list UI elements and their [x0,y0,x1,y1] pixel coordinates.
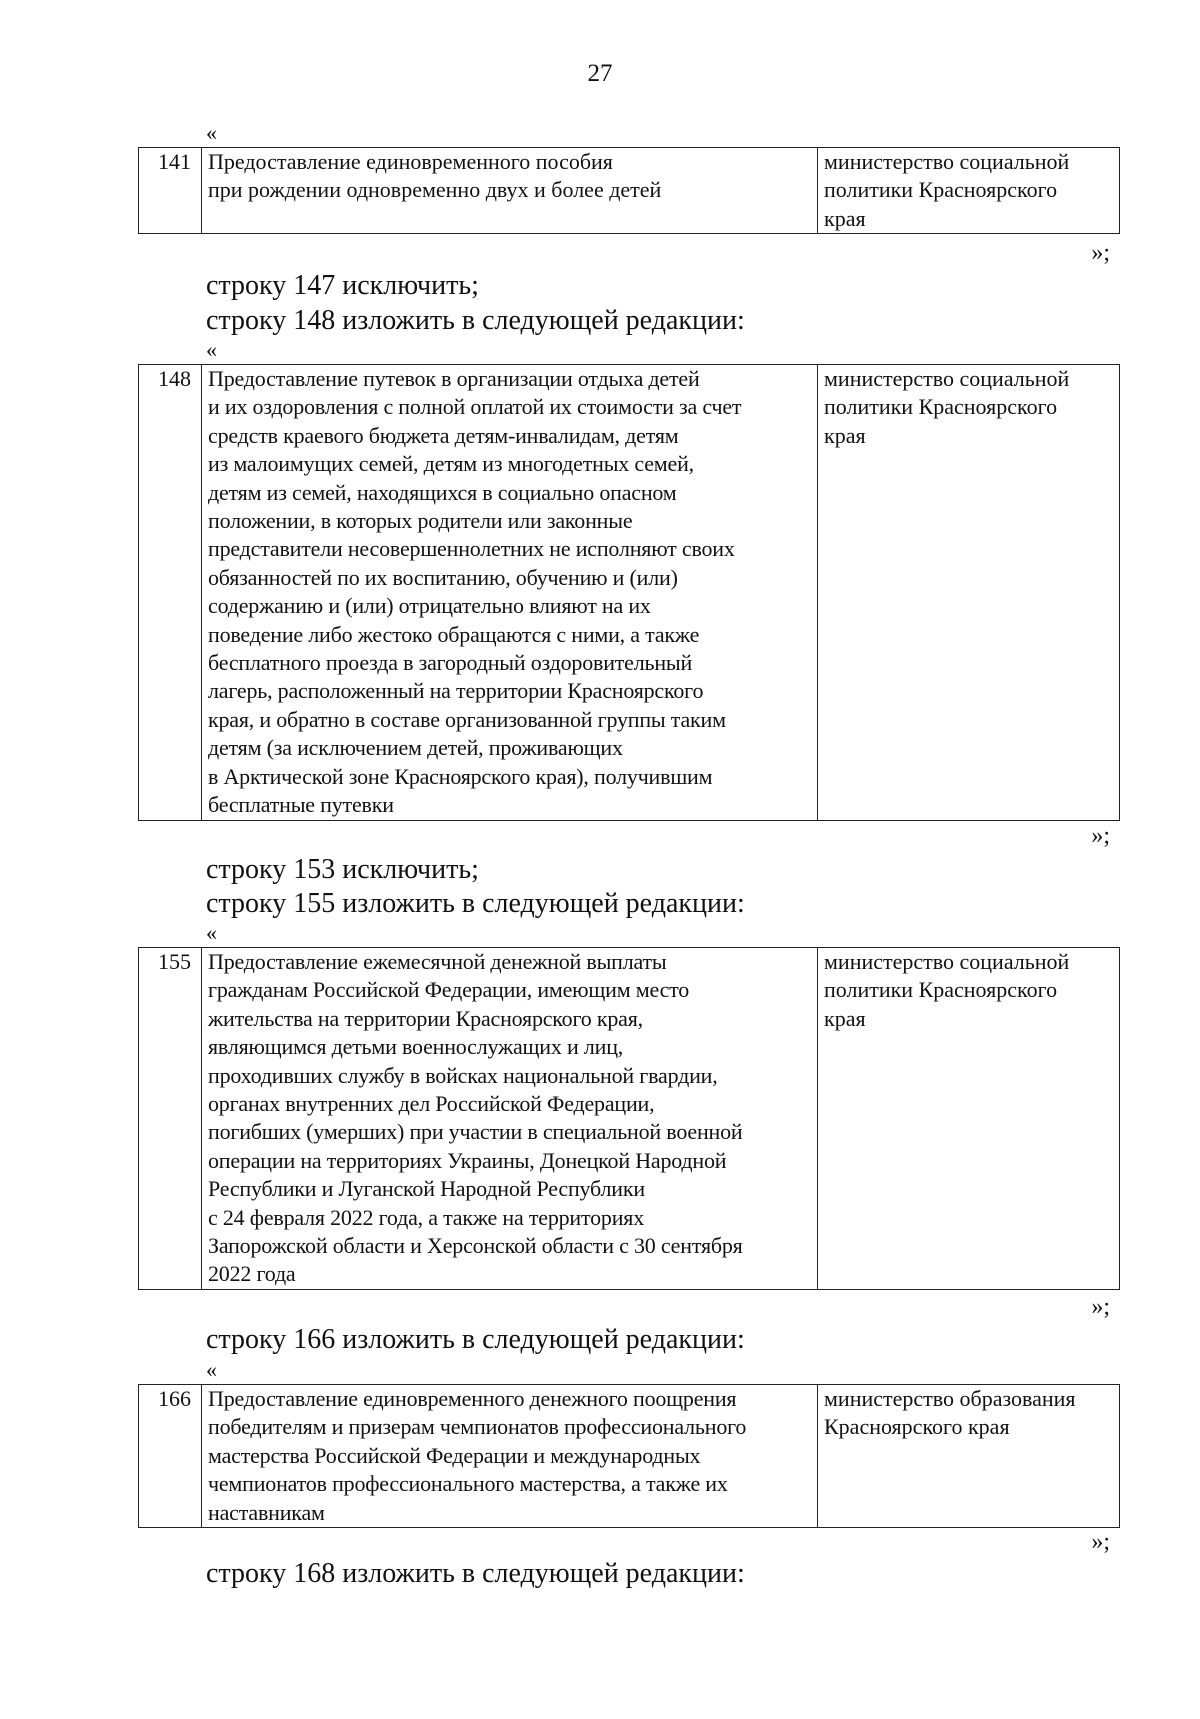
table-row [139,1385,1120,1528]
description-line: наставникам [208,1499,325,1525]
organization-line: министерство социальной [824,149,1070,174]
closing-quote: »; [1091,1294,1110,1320]
row-number: 141 [139,148,202,234]
closing-quote: »; [1091,1529,1110,1555]
row-description [202,365,818,821]
description-line: бесплатные путевки [208,792,394,818]
opening-quote: « [206,920,217,945]
description-line: являющимся детьми военнослужащих и лиц, [208,1034,624,1060]
instruction-text: строку 166 изложить в следующей редакции: [206,1324,745,1355]
opening-quote: « [206,1357,217,1382]
instruction-text: строку 168 изложить в следующей редакции: [206,1558,745,1589]
organization-line: Красноярского края [824,1414,1010,1440]
organization-line: министерство образования [824,1386,1076,1411]
description-line: проходивших службу в войсках национальной гвардии, [208,1062,718,1088]
description-line: поведение либо жестоко обращаются с ними, а также [208,621,700,647]
description-line: положении, в которых родители или законные [208,508,633,534]
instruction-text: строку 148 изложить в следующей редакции: [206,305,745,336]
row-141-table [138,147,1120,234]
table-row [139,148,1120,234]
row-description [202,1385,818,1528]
organization-line: края [824,1005,866,1031]
description-line: чемпионатов профессионального мастерства, а также их [208,1471,728,1497]
row-number: 148 [139,365,202,821]
instruction-text: строку 153 исключить; [206,854,479,885]
description-line: детям (за исключением детей, проживающих [208,735,623,761]
row-number: 166 [139,1385,202,1528]
row-155-table [138,947,1120,1290]
closing-quote: »; [1091,240,1110,266]
description-line: 2022 года [208,1261,296,1287]
row-organization [818,365,1120,821]
description-line: при рождении одновременно двух и более детей [208,177,662,203]
row-description [202,948,818,1290]
description-line: Республики и Луганской Народной Республики [208,1176,645,1202]
description-line: с 24 февраля 2022 года, а также на территориях [208,1204,645,1230]
description-line: Предоставление единовременного денежного поощрения [208,1386,737,1411]
closing-quote: »; [1091,823,1110,849]
description-line: жительства на территории Красноярского края, [208,1005,643,1031]
row-organization [818,948,1120,1290]
description-line: Предоставление единовременного пособия [208,149,613,174]
instruction-text: строку 147 исключить; [206,270,479,301]
description-line: операции на территориях Украины, Донецкой Народной [208,1147,727,1173]
row-organization [818,148,1120,234]
organization-line: политики Красноярского [824,394,1058,420]
organization-line: министерство социальной [824,366,1070,391]
organization-line: края [824,422,866,448]
opening-quote: « [206,120,217,145]
description-line: Предоставление ежемесячной денежной выплаты [208,949,667,974]
description-line: лагерь, расположенный на территории Красноярского [208,678,704,704]
opening-quote: « [206,337,217,362]
description-line: средств краевого бюджета детям-инвалидам, детям [208,422,679,448]
description-line: из малоимущих семей, детям из многодетных семей, [208,451,694,477]
description-line: края, и обратно в составе организованной группы таким [208,706,726,732]
row-number: 155 [139,948,202,1290]
row-organization [818,1385,1120,1528]
organization-line: политики Красноярского [824,977,1058,1003]
description-line: в Арктической зоне Красноярского края), получившим [208,763,713,789]
description-line: содержанию и (или) отрицательно влияют на их [208,593,651,619]
description-line: детям из семей, находящихся в социально опасном [208,479,677,505]
description-line: мастерства Российской Федерации и международных [208,1442,701,1468]
description-line: обязанностей по их воспитанию, обучению и (или) [208,564,678,590]
page-number: 27 [587,60,613,87]
table-row [139,365,1120,821]
row-148-table [138,364,1120,821]
organization-line: края [824,205,866,231]
description-line: гражданам Российской Федерации, имеющим место [208,977,690,1003]
table-row [139,948,1120,1290]
description-line: победителям и призерам чемпионатов профессионального [208,1414,747,1440]
organization-line: министерство социальной [824,949,1070,974]
row-166-table [138,1384,1120,1528]
description-line: Запорожской области и Херсонской области с 30 сентября [208,1233,743,1259]
instruction-text: строку 155 изложить в следующей редакции: [206,888,745,919]
description-line: погибших (умерших) при участии в специальной военной [208,1119,743,1145]
row-description [202,148,818,234]
description-line: бесплатного проезда в загородный оздоровительный [208,650,693,676]
description-line: и их оздоровления с полной оплатой их стоимости за счет [208,394,742,420]
description-line: Предоставление путевок в организации отдыха детей [208,366,700,391]
description-line: органах внутренних дел Российской Федерации, [208,1091,655,1117]
description-line: представители несовершеннолетних не исполняют своих [208,536,735,562]
organization-line: политики Красноярского [824,177,1058,203]
